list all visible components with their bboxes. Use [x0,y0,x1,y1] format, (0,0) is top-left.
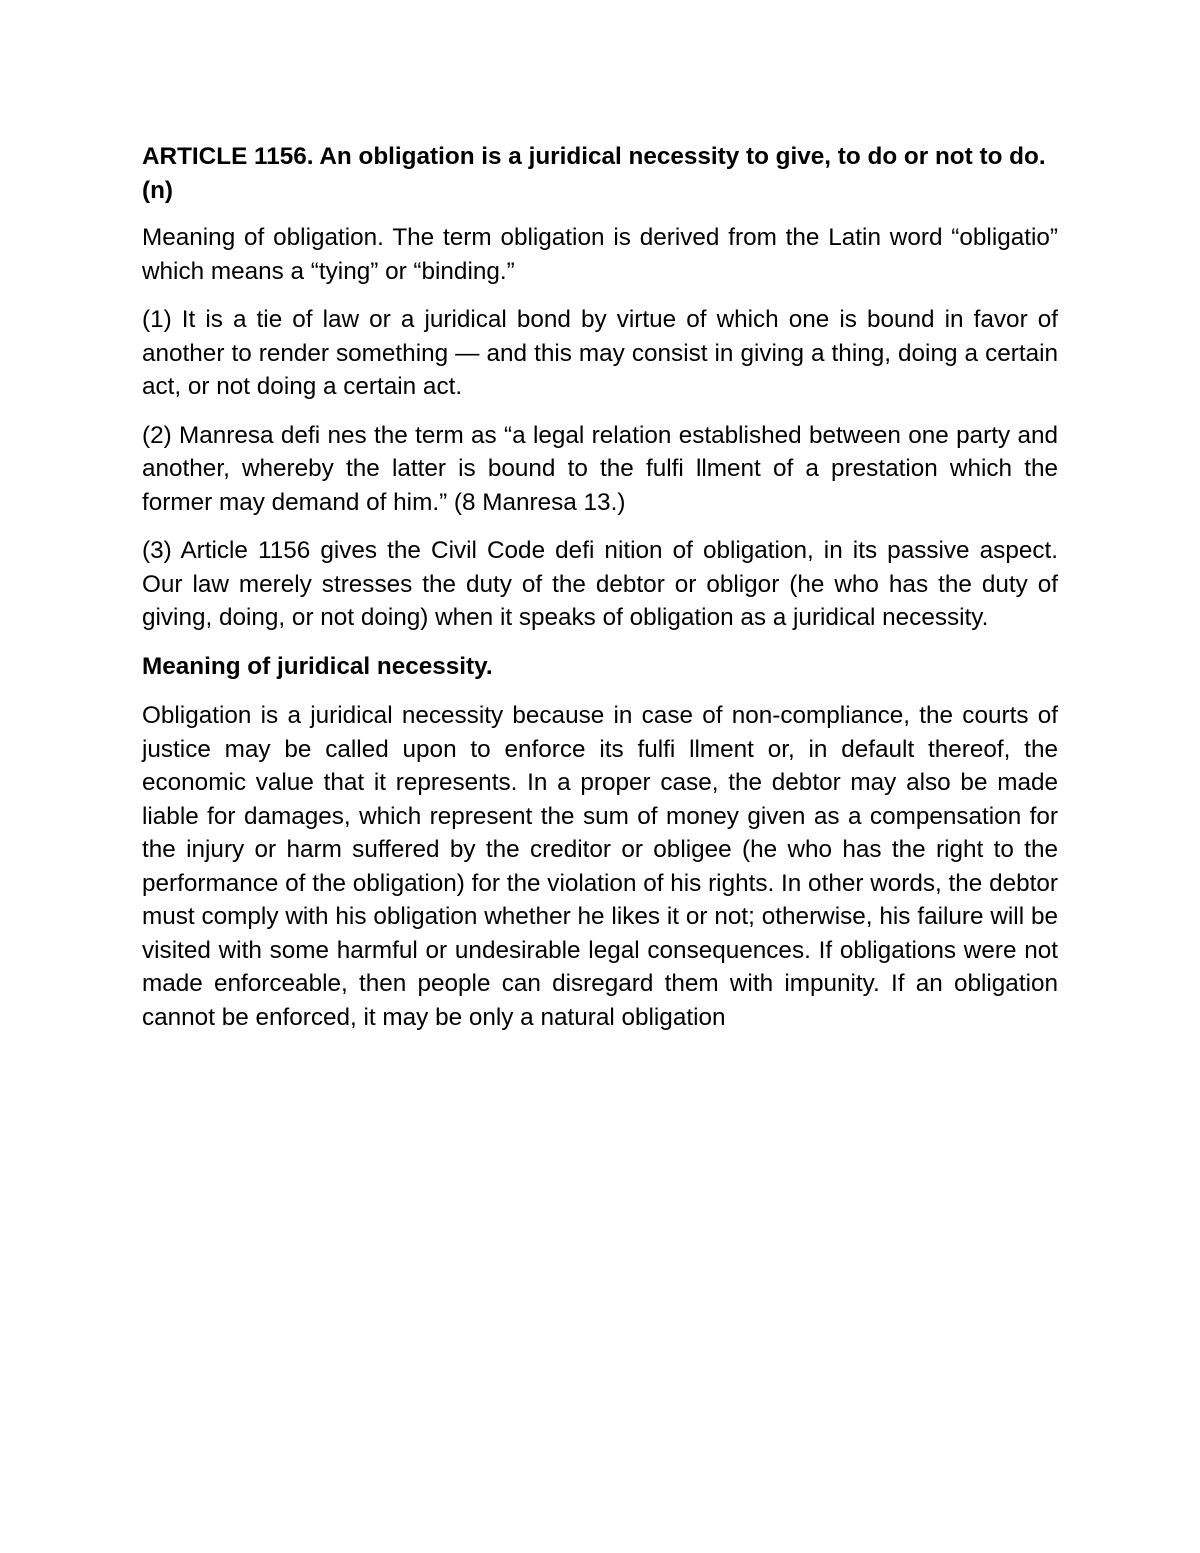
paragraph-point-1: (1) It is a tie of law or a juridical bond by virtue of which one is bound in favor of another to render something — and this may consist in giving a thing, doing a certain act, or not doing a certain act. [142,306,1058,400]
paragraph-juridical-necessity: Obligation is a juridical necessity because in case of non-compliance, the courts of justice may be called upon to enforce its fulfi llment or, in default thereof, the economic value that it represents. In a proper case, the debtor may also be made liable for damages, which represent the sum of money given as a compensation for the injury or harm suffered by the creditor or obligee (he who has the right to the performance of the obligation) for the violation of his rights. In other words, the debtor must comply with his obligation whether he likes it or not; otherwise, his failure will be visited with some harmful or undesirable legal consequences. If obligations were not made enforceable, then people can disregard them with impunity. If an obligation cannot be enforced, it may be only a natural obligation [142,702,1058,1031]
paragraph-point-2: (2) Manresa defi nes the term as “a legal relation established between one party and another, whereby the latter is bound to the fulfi llment of a prestation which the former may demand of him.” (8 Manresa 13.) [142,421,1058,516]
paragraph-meaning-of-obligation: Meaning of obligation. The term obligation is derived from the Latin word “obligatio” which means a “tying” or “binding.” [142,224,1058,285]
article-heading: ARTICLE 1156. An obligation is a juridical necessity to give, to do or not to do. (n) [142,143,1046,204]
document-page [142,140,1058,1049]
section-heading: Meaning of juridical necessity. [142,652,493,680]
paragraph-point-3: (3) Article 1156 gives the Civil Code defi nition of obligation, in its passive aspect. Our law merely stresses the duty of the debtor or obligor (he who has the duty of giving, doing, or not doing) when it speaks of obligation as a juridical necessity. [142,537,1058,631]
